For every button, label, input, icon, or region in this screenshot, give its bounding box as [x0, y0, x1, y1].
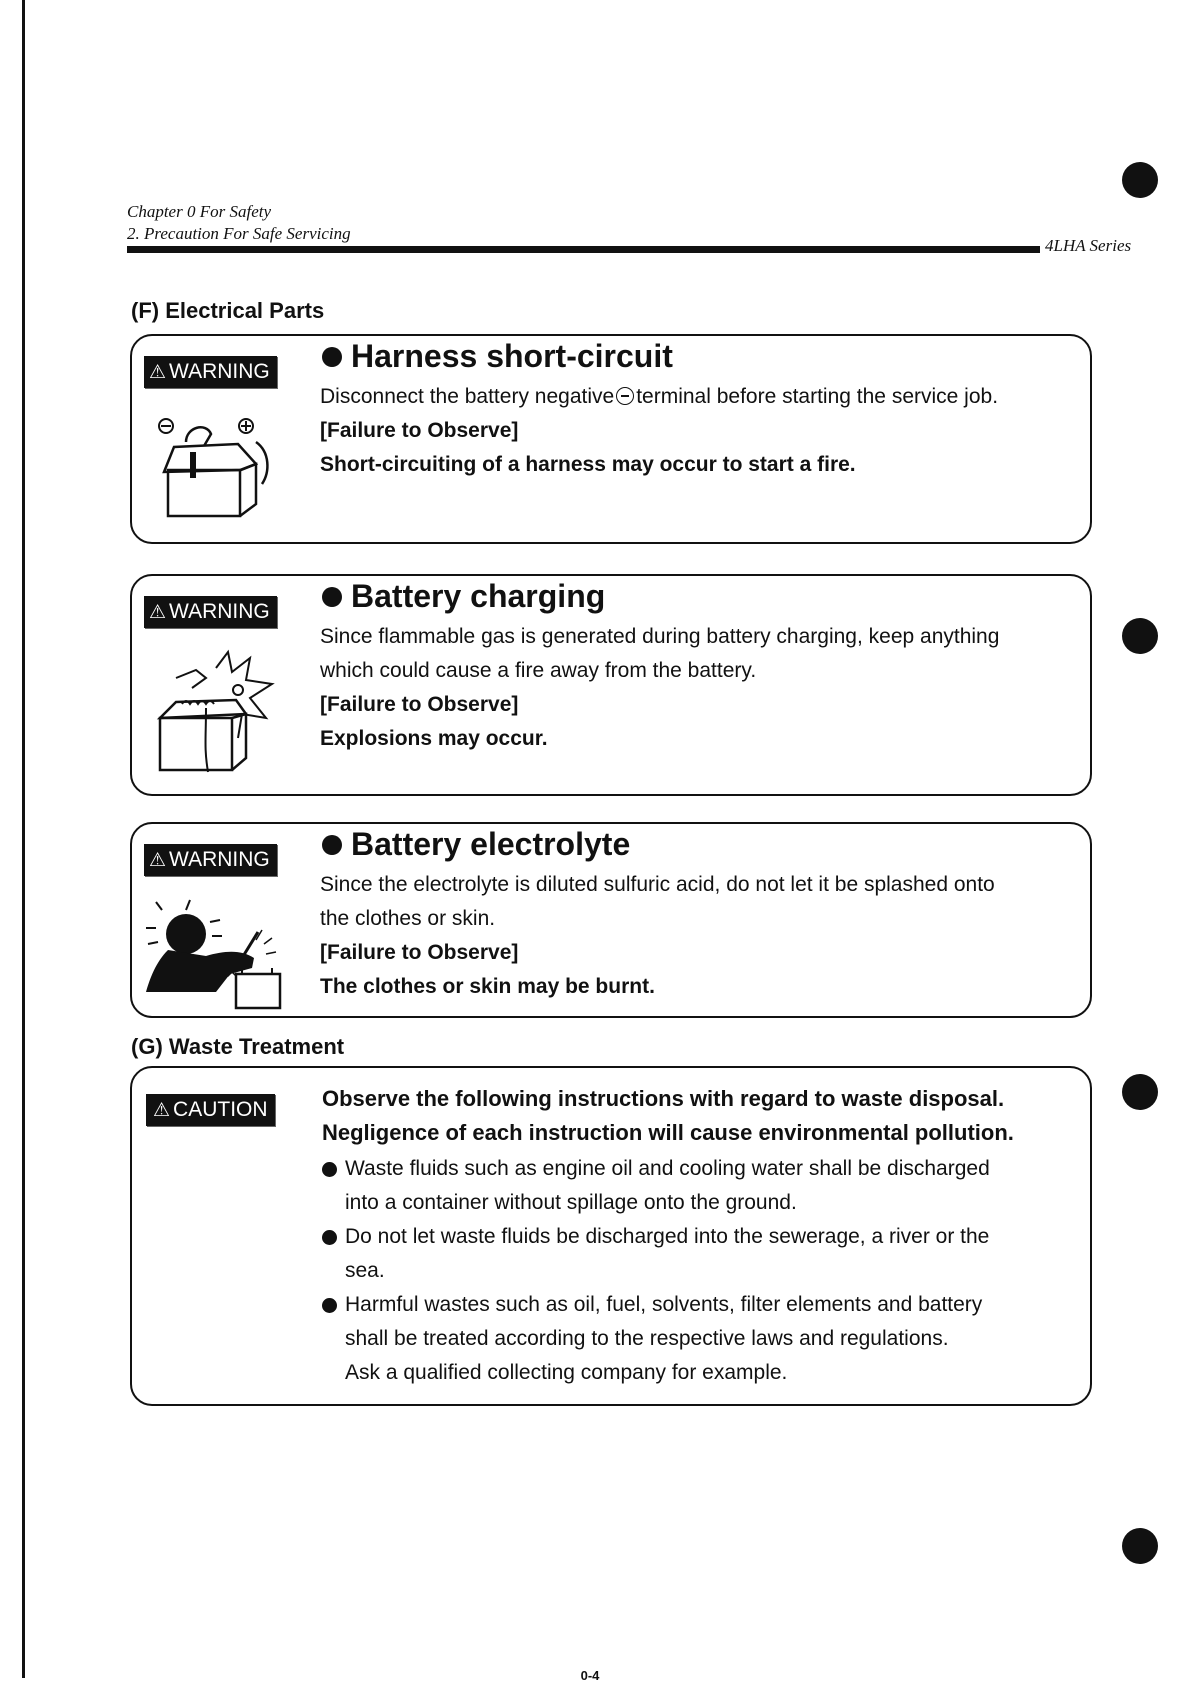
bullet-dot-icon: [322, 1162, 337, 1177]
list-item-line: sea.: [345, 1259, 385, 1282]
warning-box-harness: [130, 334, 1092, 544]
failure-label: [Failure to Observe]: [320, 419, 519, 442]
list-item-line: Harmful wastes such as oil, fuel, solvents, filter elements and battery: [345, 1293, 983, 1316]
bullet-dot-icon: [322, 835, 342, 855]
warning-text-line: Since the electrolyte is diluted sulfuric acid, do not let it be splashed onto: [320, 873, 995, 896]
warning-box-charging: [130, 574, 1092, 796]
failure-label: [Failure to Observe]: [320, 693, 519, 716]
list-item: [322, 1220, 1084, 1288]
warning-text-line: which could cause a fire away from the battery.: [320, 659, 757, 682]
warning-title-charging: Battery charging: [320, 576, 1084, 616]
series-label: 4LHA Series: [1045, 236, 1132, 255]
warning-triangle-icon: ⚠: [153, 1100, 171, 1121]
list-item-line: Ask a qualified collecting company for example.: [345, 1361, 788, 1384]
list-item: [322, 1152, 1084, 1220]
header-rule: [127, 246, 1040, 253]
punch-hole-4: [1122, 1528, 1158, 1564]
list-item-line: Do not let waste fluids be discharged into the sewerage, a river or the: [345, 1225, 990, 1248]
warning-title-electrolyte: Battery electrolyte: [320, 824, 1084, 864]
punch-hole-3: [1122, 1074, 1158, 1110]
list-item-line: Waste fluids such as engine oil and cooling water shall be discharged: [345, 1157, 990, 1180]
warning-badge: ⚠ WARNING: [144, 844, 277, 876]
punch-hole-1: [1122, 162, 1158, 198]
warning-text-line: the clothes or skin.: [320, 907, 496, 930]
warning-badge: ⚠ WARNING: [144, 356, 277, 388]
bullet-dot-icon: [322, 587, 342, 607]
section-title: 2. Precaution For Safe Servicing: [127, 224, 351, 243]
bullet-dot-icon: [322, 347, 342, 367]
caution-intro-line: Negligence of each instruction will cause environmental pollution.: [322, 1120, 1014, 1145]
warning-text-line: Since flammable gas is generated during battery charging, keep anything: [320, 625, 1000, 648]
warning-badge: ⚠ WARNING: [144, 596, 277, 628]
list-item: [322, 1288, 1084, 1390]
list-item-line: into a container without spillage onto the ground.: [345, 1191, 797, 1214]
caution-box-waste: [130, 1066, 1092, 1406]
section-heading-electrical: (F) Electrical Parts: [131, 298, 325, 323]
negative-terminal-icon: [616, 387, 634, 405]
acid-splash-icon: [146, 892, 286, 1015]
page-number: 0-4: [580, 1668, 600, 1683]
failure-label: [Failure to Observe]: [320, 941, 519, 964]
warning-text-harness: Disconnect the battery negative terminal before starting the service job.: [320, 385, 999, 408]
warning-triangle-icon: ⚠: [149, 602, 167, 623]
bullet-dot-icon: [322, 1230, 337, 1245]
warning-box-electrolyte: [130, 822, 1092, 1018]
warning-triangle-icon: ⚠: [149, 362, 167, 383]
warning-triangle-icon: ⚠: [149, 850, 167, 871]
list-item-line: shall be treated according to the respective laws and regulations.: [345, 1327, 949, 1350]
section-heading-waste: (G) Waste Treatment: [131, 1034, 345, 1059]
chapter-title: Chapter 0 For Safety: [127, 202, 272, 221]
caution-intro-line: Observe the following instructions with regard to waste disposal.: [322, 1086, 1005, 1111]
caution-badge: ⚠ CAUTION: [146, 1094, 275, 1126]
punch-hole-2: [1122, 618, 1158, 654]
binding-margin-line: [22, 0, 25, 1678]
battery-explosion-icon: [146, 648, 276, 778]
bullet-dot-icon: [322, 1298, 337, 1313]
warning-consequence-charging: Explosions may occur.: [320, 727, 548, 750]
battery-terminal-icon: [146, 412, 276, 527]
warning-consequence-harness: Short-circuiting of a harness may occur to start a fire.: [320, 453, 856, 476]
warning-consequence-electrolyte: The clothes or skin may be burnt.: [320, 975, 655, 998]
warning-title-harness: Harness short-circuit: [320, 336, 1084, 376]
